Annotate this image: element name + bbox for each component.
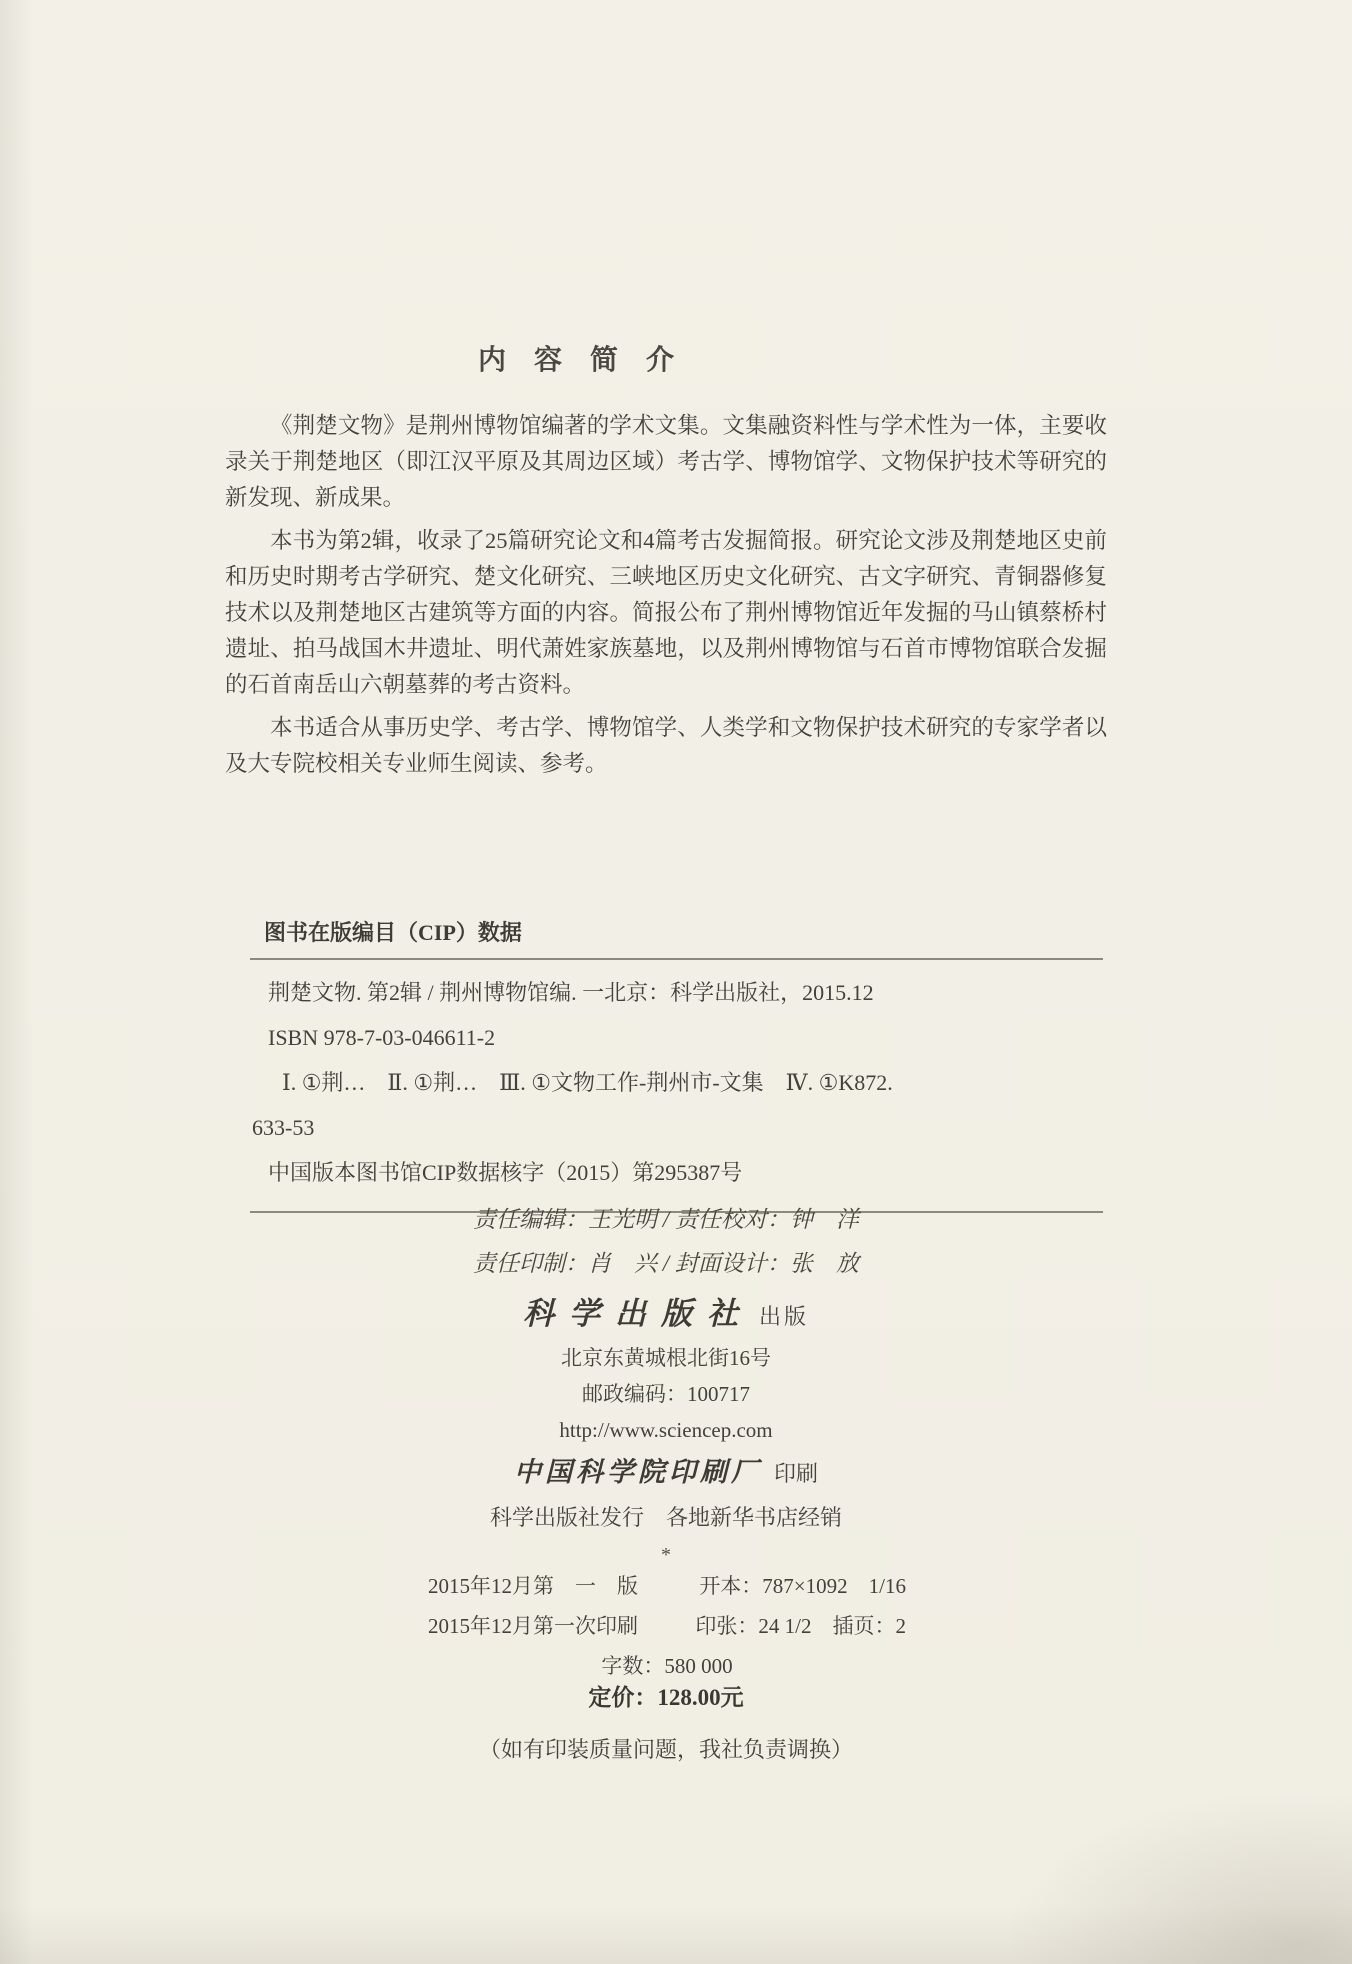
price-value: 128.00元 [657,1685,744,1710]
publisher-address: 北京东黄城根北街16号 [561,1346,771,1370]
sheets-spec: 印张：24 1/2 插页：2 [695,1614,906,1638]
credit-line: 责任印制：肖 兴 / 封面设计：张 放 [473,1251,859,1276]
printer-line [225,1451,1107,1498]
quality-notice: （如有印装质量问题，我社负责调换） [478,1737,853,1762]
printing-row [428,1606,906,1646]
printer-role-label: 印刷 [773,1461,818,1486]
printing-date: 2015年12月第一次印刷 [428,1614,638,1638]
cip-data-block [250,916,1103,1213]
editorial-credits-list [473,1198,859,1286]
price-label: 定价： [588,1685,658,1710]
cip-line: Ⅰ. ①荆… Ⅱ. ①荆… Ⅲ. ①文物工作-荆州市-文集 Ⅳ. ①K872. [282,1070,893,1095]
section-title: 内 容 简 介 [478,345,675,376]
publisher-block [225,1294,1107,1572]
publisher-logo-script: 科学出版社 [522,1296,753,1331]
edition-row [428,1566,906,1606]
distribution-line: 科学出版社发行 各地新华书店经销 [489,1505,842,1530]
separator-asterisk: * [661,1544,671,1566]
cip-line: 荆楚文物. 第2辑 / 荆州博物馆编. 一北京：科学出版社，2015.12 [268,980,874,1005]
intro-paragraph: 本书适合从事历史学、考古学、博物馆学、人类学和文物保护技术研究的专家学者以及大专院校相关专业师生阅读、参考。 [225,715,1107,776]
publisher-url: http://www.sciencep.com [559,1418,773,1442]
cip-heading: 图书在版编目（CIP）数据 [250,916,1103,960]
cip-body [250,960,1103,1211]
credit-line: 责任编辑：王光明 / 责任校对：钟 洋 [473,1207,859,1232]
print-run-block [428,1566,906,1686]
printer-logo-script: 中国科学院印刷厂 [513,1457,762,1487]
cip-isbn: ISBN 978-7-03-046611-2 [268,1025,496,1050]
intro-paragraph: 《荆楚文物》是荆州博物馆编著的学术文集。文集融资料性与学术性为一体，主要收录关于荆楚地区（即江汉平原及其周边区域）考古学、博物馆学、文物保护技术等研究的新发现、新成果。 [225,413,1107,510]
cip-line: 633-53 [252,1115,315,1140]
cip-record-number: 中国版本图书馆CIP数据核字（2015）第295387号 [268,1160,743,1185]
publisher-postcode: 邮政编码：100717 [582,1382,750,1406]
edition-date: 2015年12月第 一 版 [428,1574,638,1598]
format-spec: 开本：787×1092 1/16 [699,1574,906,1598]
publisher-role-label: 出版 [758,1304,809,1329]
price-line [225,1678,1107,1718]
editorial-credits [225,1198,1107,1286]
word-count: 字数：580 000 [601,1654,733,1678]
publisher-name-line [225,1294,1107,1340]
intro-paragraph: 本书为第2辑，收录了25篇研究论文和4篇考古发掘简报。研究论文涉及荆楚地区史前和历史时期考古学研究、楚文化研究、三峡地区历史文化研究、古文字研究、青铜器修复技术以及荆楚地区古建筑等方面的内容。简报公布了荆州博物馆近年发掘的马山镇蔡桥村遗址、拍马战国木井遗址、明代萧姓家族墓地，以及荆州博物馆与石首市博物馆联合发掘的石首南岳山六朝墓葬的考古资料。 [225,528,1107,697]
intro-summary [225,408,1107,789]
